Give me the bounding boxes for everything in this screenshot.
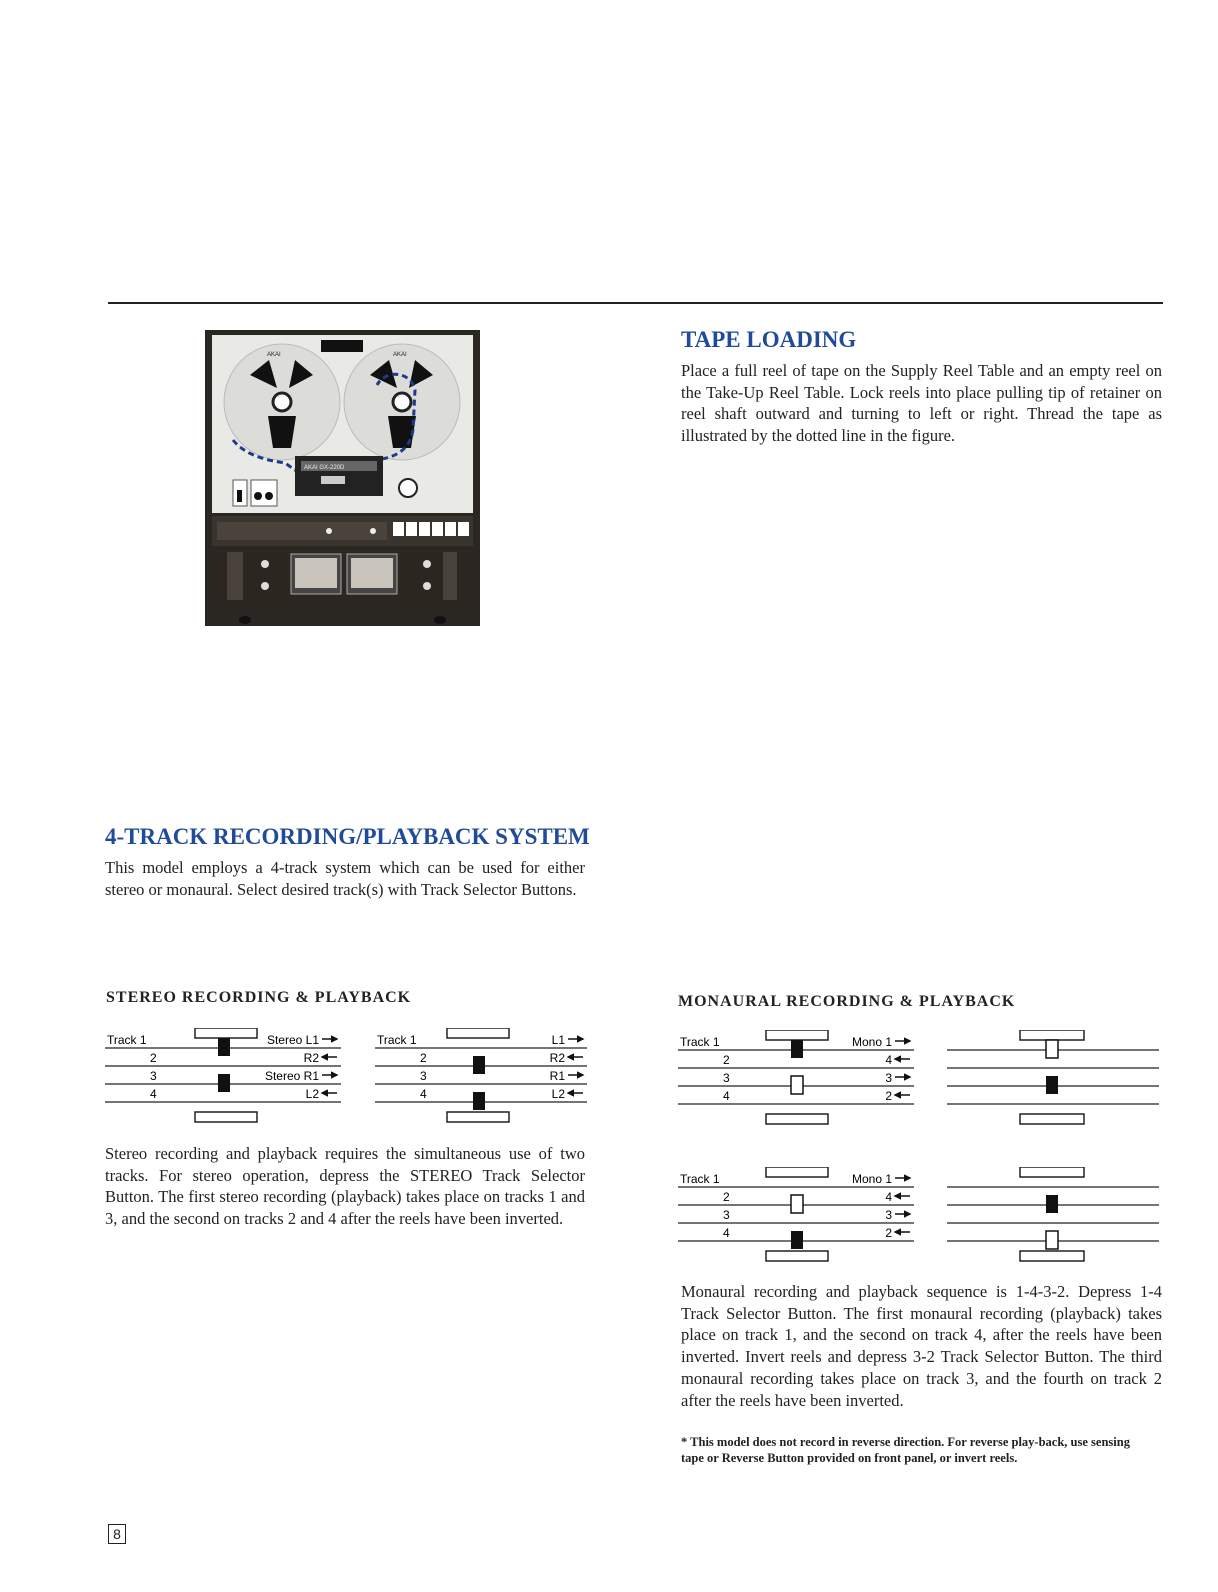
four-track-body: This model employs a 4-track system which can be used for either stereo or monaural. Select desired track(s) with Track Selector Buttons. [105,858,585,899]
track-label: Track 1 [680,1035,720,1049]
track-label: 2 [150,1051,157,1065]
track-label: 3 [150,1069,157,1083]
mono-diagram-3 [678,1167,918,1265]
track-label: 2 [723,1053,730,1067]
channel-label: 4 [885,1190,892,1204]
four-track-heading: 4-TRACK RECORDING/PLAYBACK SYSTEM [105,824,590,849]
channel-label: L2 [551,1087,565,1101]
track-label: 3 [420,1069,427,1083]
mono-diagram-4 [947,1167,1162,1265]
stereo-body: Stereo recording and playback requires the simultaneous use of two tracks. For stereo operation, depress the STEREO Track Selector Button. The first stereo recording (playback) takes place on tracks 1 and 3, and the second on tracks 2 and 4 after the reels have been inverted. [105,1144,585,1229]
track-label: 2 [420,1051,427,1065]
channel-label: R1 [549,1069,565,1083]
track-label: Track 1 [377,1033,417,1047]
channel-label: L1 [551,1033,565,1047]
channel-label: Stereo L1 [266,1033,319,1047]
channel-label: Mono 1 [851,1172,892,1186]
channel-label: 3 [885,1208,892,1222]
supply-reel [224,344,340,460]
brand-left: AKAI [267,352,281,358]
channel-label: L2 [305,1087,319,1101]
track-label: 4 [723,1226,730,1240]
channel-label: 2 [885,1226,892,1240]
monaural-heading: MONAURAL RECORDING & PLAYBACK [678,993,1016,1010]
tape-deck-photo [205,330,490,636]
track-label: 3 [723,1071,730,1085]
page-number: 8 [108,1524,126,1544]
channel-label: 3 [885,1071,892,1085]
stereo-heading: STEREO RECORDING & PLAYBACK [106,989,412,1006]
track-label: 4 [723,1089,730,1103]
top-rule [108,302,1163,304]
tape-loading-body: Place a full reel of tape on the Supply Reel Table and an empty reel on the Take-Up Reel Table. Lock reels into place pulling tip of retainer on reel shaft outward and turning to left or right. Thread the tape as illustrated by the dotted line in the figure. [681,361,1162,446]
brand-right: AKAI [393,352,407,358]
channel-label: 2 [885,1089,892,1103]
channel-label: R2 [549,1051,565,1065]
tape-loading-heading: TAPE LOADING [681,327,857,352]
track-label: Track 1 [680,1172,720,1186]
channel-label: 4 [885,1053,892,1067]
mono-diagram-2 [947,1030,1162,1128]
track-label: 4 [150,1087,157,1101]
stereo-diagram-2 [375,1028,591,1126]
channel-label: R2 [303,1051,319,1065]
channel-label: Mono 1 [851,1035,892,1049]
track-label: 2 [723,1190,730,1204]
stereo-diagram-1 [105,1028,345,1126]
track-label: Track 1 [107,1033,147,1047]
monaural-footnote: * This model does not record in reverse direction. For reverse play-back, use sensing tape or Reverse Button provided on front panel, or invert reels. [681,1435,1130,1465]
track-label: 3 [723,1208,730,1222]
takeup-reel [344,344,460,460]
channel-label: Stereo R1 [264,1069,319,1083]
head-cover-brand: AKAI GX-220D [304,465,345,471]
track-label: 4 [420,1087,427,1101]
monaural-body: Monaural recording and playback sequence is 1-4-3-2. Depress 1-4 Track Selector Button. The first monaural recording (playback) takes place on track 1, and the second on track 4, after the reels have been inverted. Invert reels and depress 3-2 Track Selector Button. The third monaural recording takes place on track 3, and the fourth on track 2 after the reels have been inverted. [681,1282,1162,1410]
mono-diagram-1 [678,1030,918,1128]
